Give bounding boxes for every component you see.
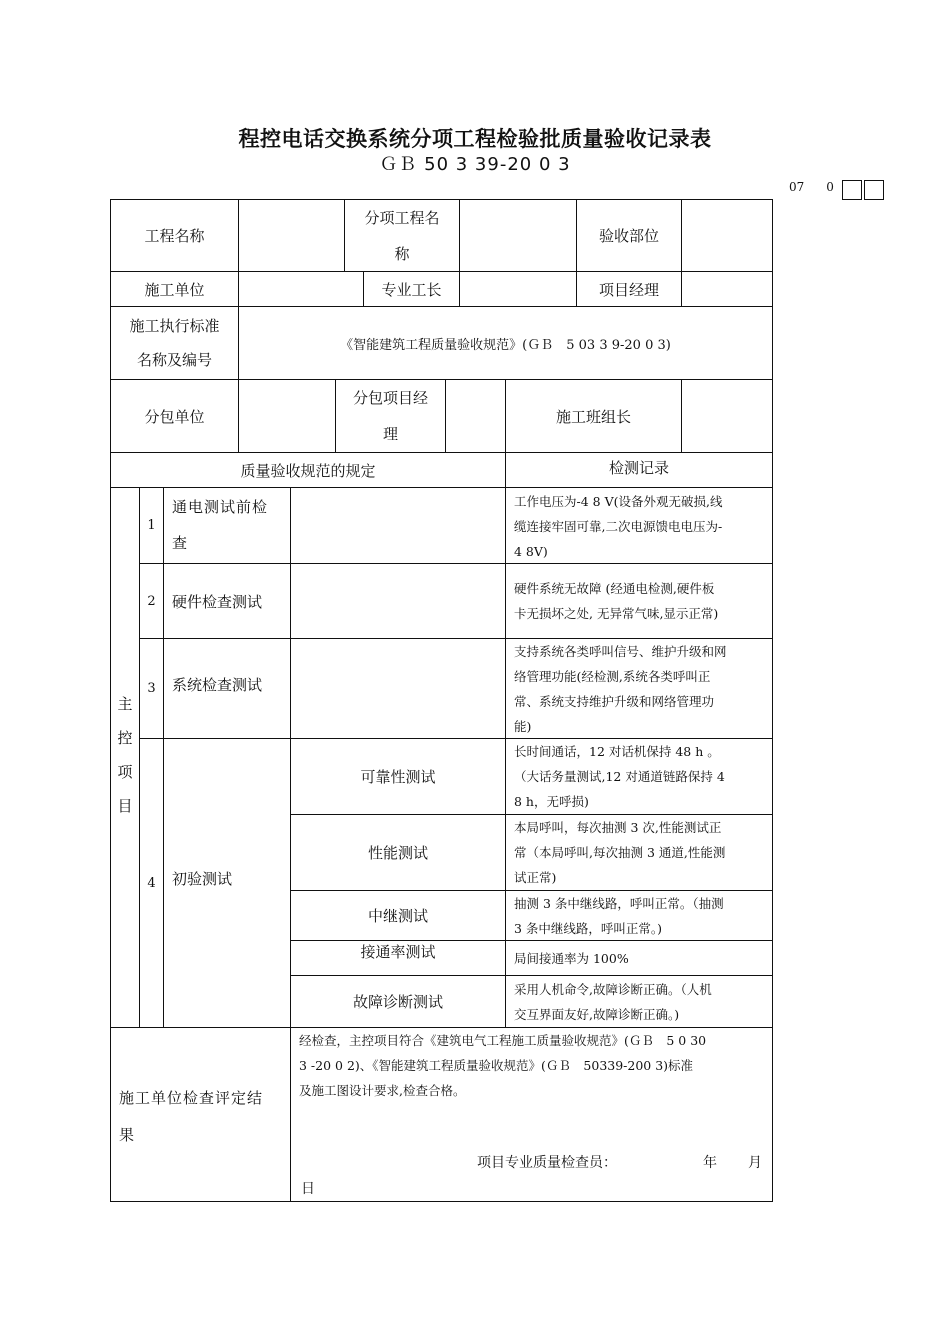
item-1-record-line1: 工作电压为-4 8 V(设备外观无破损,线 — [514, 494, 723, 509]
item-2-num: 2 — [139, 563, 164, 639]
project-name-field[interactable] — [238, 199, 345, 272]
item-4-name-text: 初验测试 — [172, 870, 233, 888]
sign-day: 日 — [301, 1181, 315, 1197]
subitem-performance-record-line3: 试正常) — [514, 870, 557, 885]
subitem-trunk-record-line2: 3 条中继线路，呼叫正常。) — [514, 921, 663, 936]
item-3-record-line2: 络管理功能(经检测,系统各类呼叫正 — [514, 669, 711, 684]
project-name-label: 工程名称 — [110, 199, 239, 272]
team-leader-label: 施工班组长 — [505, 379, 682, 453]
item-3-num: 3 — [139, 638, 164, 739]
form-title: 程控电话交换系统分项工程检验批质量验收记录表 — [238, 126, 712, 151]
subitem-performance-record-line1: 本局呼叫，每次抽测 3 次,性能测试正 — [514, 820, 722, 835]
result-label-line1: 施工单位检查评定结 — [119, 1089, 264, 1107]
item-2-name-text: 硬件检查测试 — [172, 593, 263, 611]
item-1-spec-field[interactable] — [290, 487, 506, 564]
result-content — [290, 1027, 773, 1202]
foreman-label: 专业工长 — [363, 271, 460, 307]
subitem-performance-name: 性能测试 — [290, 814, 506, 891]
item-2-record-line1: 硬件系统无故障 (经通电检测,硬件板 — [514, 581, 715, 596]
subitem-reliability-record-line2: （大话务量测试,12 对通道链路保持 4 — [514, 769, 725, 784]
subitem-trunk-record — [505, 890, 773, 941]
subcontractor-label: 分包单位 — [110, 379, 239, 453]
subitem-fault-diagnosis-record — [505, 975, 773, 1028]
item-3-spec-field[interactable] — [290, 638, 506, 739]
subitem-performance-record-line2: 常（本局呼叫,每次抽测 3 通道,性能测 — [514, 845, 726, 860]
standard-label-line1: 施工执行标准 — [129, 317, 220, 335]
sub-project-name-label — [344, 199, 460, 272]
item-1-record — [505, 487, 773, 564]
item-3-record-line1: 支持系统各类呼叫信号、维护升级和网 — [514, 644, 727, 659]
item-1-name-line1: 通电测试前检 — [172, 498, 269, 516]
sub-manager-field[interactable] — [445, 379, 506, 453]
form-subtitle: ＧＢ 50 3 39-20 0 3 — [379, 154, 571, 175]
item-3-record — [505, 638, 773, 739]
form-code — [789, 180, 834, 194]
record-header: 检测记录 — [505, 452, 773, 488]
acceptance-part-label: 验收部位 — [576, 199, 682, 272]
subitem-fault-diagnosis-record-line1: 采用人机命令,故障诊断正确。（人机 — [514, 982, 712, 997]
subitem-connection-rate-record — [505, 940, 773, 976]
result-label — [110, 1027, 291, 1202]
sub-manager-label-line1: 分包项目经 — [352, 389, 428, 407]
sub-project-name-label-line2: 称 — [394, 244, 410, 263]
code-box-1[interactable] — [842, 180, 862, 200]
code-box-2[interactable] — [864, 180, 884, 200]
sub-manager-label — [335, 379, 446, 453]
subitem-fault-diagnosis-record-line2: 交互界面友好,故障诊断正确。) — [514, 1007, 680, 1022]
subitem-reliability-record — [505, 738, 773, 815]
item-4-name — [163, 738, 291, 1028]
result-text-line3: 及施工图设计要求,检查合格。 — [299, 1083, 466, 1098]
result-label-line2: 果 — [119, 1126, 136, 1144]
subitem-trunk-name: 中继测试 — [290, 890, 506, 941]
item-2-record — [505, 563, 773, 639]
sign-month: 月 — [748, 1155, 762, 1171]
standard-label-line2: 名称及编号 — [136, 351, 212, 369]
form-code-a: 07 — [789, 180, 805, 194]
item-2-record-line2: 卡无损坏之处, 无异常气味,显示正常) — [514, 606, 719, 621]
item-2-name — [163, 563, 291, 639]
item-3-name-text: 系统检查测试 — [172, 676, 263, 694]
subitem-reliability-record-line1: 长时间通话，12 对话机保持 48 h 。 — [514, 744, 720, 759]
project-manager-label: 项目经理 — [576, 271, 682, 307]
sub-project-name-label-line1: 分项工程名 — [364, 208, 440, 227]
item-1-record-line2: 缆连接牢固可靠,二次电源馈电电压为- — [514, 519, 723, 534]
project-manager-field[interactable] — [681, 271, 773, 307]
construction-unit-label: 施工单位 — [110, 271, 239, 307]
item-1-name-line2: 查 — [172, 534, 189, 552]
item-2-spec-field[interactable] — [290, 563, 506, 639]
sub-manager-label-line2: 理 — [382, 425, 398, 443]
item-3-record-line3: 常、系统支持维护升级和网络管理功 — [514, 694, 715, 709]
construction-unit-field[interactable] — [238, 271, 364, 307]
sub-project-name-field[interactable] — [459, 199, 577, 272]
form-code-b: 0 — [826, 180, 834, 194]
standard-value: 《智能建筑工程质量验收规范》(ＧＢ 5 03 3 9-20 0 3) — [238, 306, 773, 380]
subcontractor-field[interactable] — [238, 379, 336, 453]
subitem-performance-record — [505, 814, 773, 891]
foreman-field[interactable] — [459, 271, 577, 307]
subitem-reliability-record-line3: 8 h，无呼损) — [514, 794, 589, 809]
subitem-connection-rate-record-line1: 局间接通率为 100% — [514, 951, 629, 966]
subitem-fault-diagnosis-name: 故障诊断测试 — [290, 975, 506, 1028]
item-4-num: 4 — [139, 738, 164, 1028]
item-1-record-line3: 4 8V) — [514, 544, 548, 559]
acceptance-part-field[interactable] — [681, 199, 773, 272]
item-1-num: 1 — [139, 487, 164, 564]
subitem-reliability-name: 可靠性测试 — [290, 738, 506, 815]
spec-header: 质量验收规范的规定 — [110, 452, 506, 488]
result-text-line2: 3 -20 0 2)、《智能建筑工程质量验收规范》(ＧＢ 50339-200 3)标准 — [299, 1058, 694, 1073]
subitem-trunk-record-line1: 抽测 3 条中继线路，呼叫正常。（抽测 — [514, 896, 724, 911]
main-control-label: 主 控 项 目 — [117, 695, 133, 815]
sign-year: 年 — [703, 1155, 717, 1171]
subitem-connection-rate-name: 接通率测试 — [290, 940, 506, 976]
item-3-record-line4: 能) — [514, 719, 532, 734]
inspector-label: 项目专业质量检查员： — [477, 1155, 617, 1171]
item-1-name — [163, 487, 291, 564]
result-text-line1: 经检查，主控项目符合《建筑电气工程施工质量验收规范》(ＧＢ 5 0 30 — [299, 1033, 707, 1048]
team-leader-field[interactable] — [681, 379, 773, 453]
item-3-name — [163, 638, 291, 739]
standard-label — [110, 306, 239, 380]
